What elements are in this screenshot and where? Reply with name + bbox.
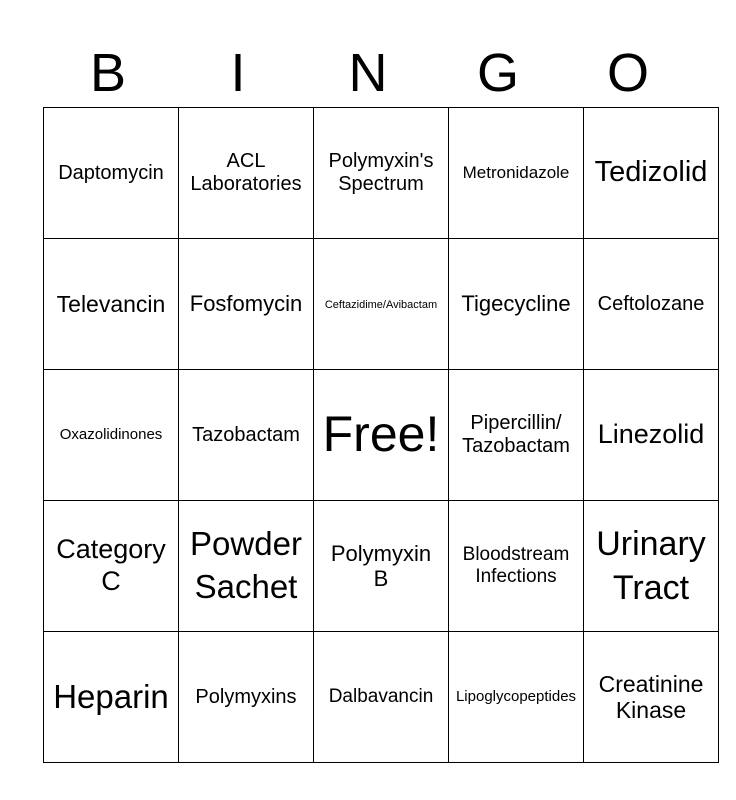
cell-text: Tazobactam: [192, 423, 300, 446]
bingo-header: [43, 40, 693, 106]
cell-text: Pipercillin/ Tazobactam: [462, 412, 570, 457]
header-letter-i: I: [230, 43, 246, 103]
bingo-row: [44, 108, 719, 239]
bingo-cell[interactable]: [449, 239, 584, 370]
bingo-row: [44, 370, 719, 501]
bingo-cell[interactable]: [179, 632, 314, 763]
cell-text: Creatinine Kinase: [598, 670, 704, 723]
bingo-cell[interactable]: [179, 370, 314, 501]
free-space-text: Free!: [322, 406, 440, 463]
header-letter-b: B: [89, 43, 127, 103]
cell-text: Ceftazidime/Avibactam: [324, 298, 438, 311]
bingo-row: [44, 632, 719, 763]
cell-text: Linezolid: [597, 419, 705, 450]
bingo-cell[interactable]: [179, 501, 314, 632]
bingo-cell[interactable]: [584, 108, 719, 239]
bingo-row: [44, 501, 719, 632]
cell-text: Powder Sachet: [190, 525, 302, 605]
cell-text: Lipoglycopeptides: [455, 687, 577, 705]
bingo-cell[interactable]: [584, 501, 719, 632]
cell-text: Bloodstream Infections: [462, 544, 570, 587]
bingo-row: [44, 239, 719, 370]
cell-text: Dalbavancin: [328, 686, 434, 708]
bingo-cell[interactable]: [314, 108, 449, 239]
cell-text: Ceftolozane: [597, 292, 705, 315]
bingo-cell[interactable]: [179, 108, 314, 239]
cell-text: Fosfomycin: [189, 291, 303, 317]
header-letter-o: O: [606, 43, 649, 103]
cell-text: Televancin: [56, 290, 166, 317]
bingo-cell[interactable]: [314, 501, 449, 632]
bingo-cell[interactable]: [584, 370, 719, 501]
cell-text: Polymyxin's Spectrum: [328, 150, 434, 195]
bingo-cell[interactable]: [314, 239, 449, 370]
bingo-cell[interactable]: [44, 370, 179, 501]
bingo-cell[interactable]: [449, 108, 584, 239]
header-letter-g: G: [476, 43, 519, 103]
header-letter-n: N: [348, 43, 388, 103]
cell-text: Oxazolidinones: [59, 425, 163, 443]
bingo-cell[interactable]: [449, 501, 584, 632]
bingo-cell[interactable]: [449, 370, 584, 501]
bingo-cell[interactable]: [449, 632, 584, 763]
cell-text: Urinary Tract: [596, 524, 706, 607]
cell-text: Category C: [56, 534, 166, 596]
bingo-cell[interactable]: [44, 632, 179, 763]
bingo-cell[interactable]: [584, 239, 719, 370]
bingo-cell[interactable]: [44, 239, 179, 370]
bingo-cell[interactable]: [584, 632, 719, 763]
bingo-cell[interactable]: [44, 108, 179, 239]
bingo-cell[interactable]: [179, 239, 314, 370]
cell-text: Polymyxins: [195, 685, 297, 708]
cell-text: Polymyxin B: [330, 540, 432, 591]
free-space-cell[interactable]: [314, 370, 449, 501]
cell-text: Tigecycline: [461, 291, 571, 317]
cell-text: Daptomycin: [58, 161, 164, 184]
cell-text: Heparin: [53, 677, 169, 715]
cell-text: Tedizolid: [594, 156, 708, 189]
cell-text: Metronidazole: [462, 162, 570, 182]
bingo-cell[interactable]: [314, 632, 449, 763]
bingo-cell[interactable]: [44, 501, 179, 632]
bingo-card-grid: [43, 107, 719, 763]
cell-text: ACL Laboratories: [190, 150, 302, 195]
